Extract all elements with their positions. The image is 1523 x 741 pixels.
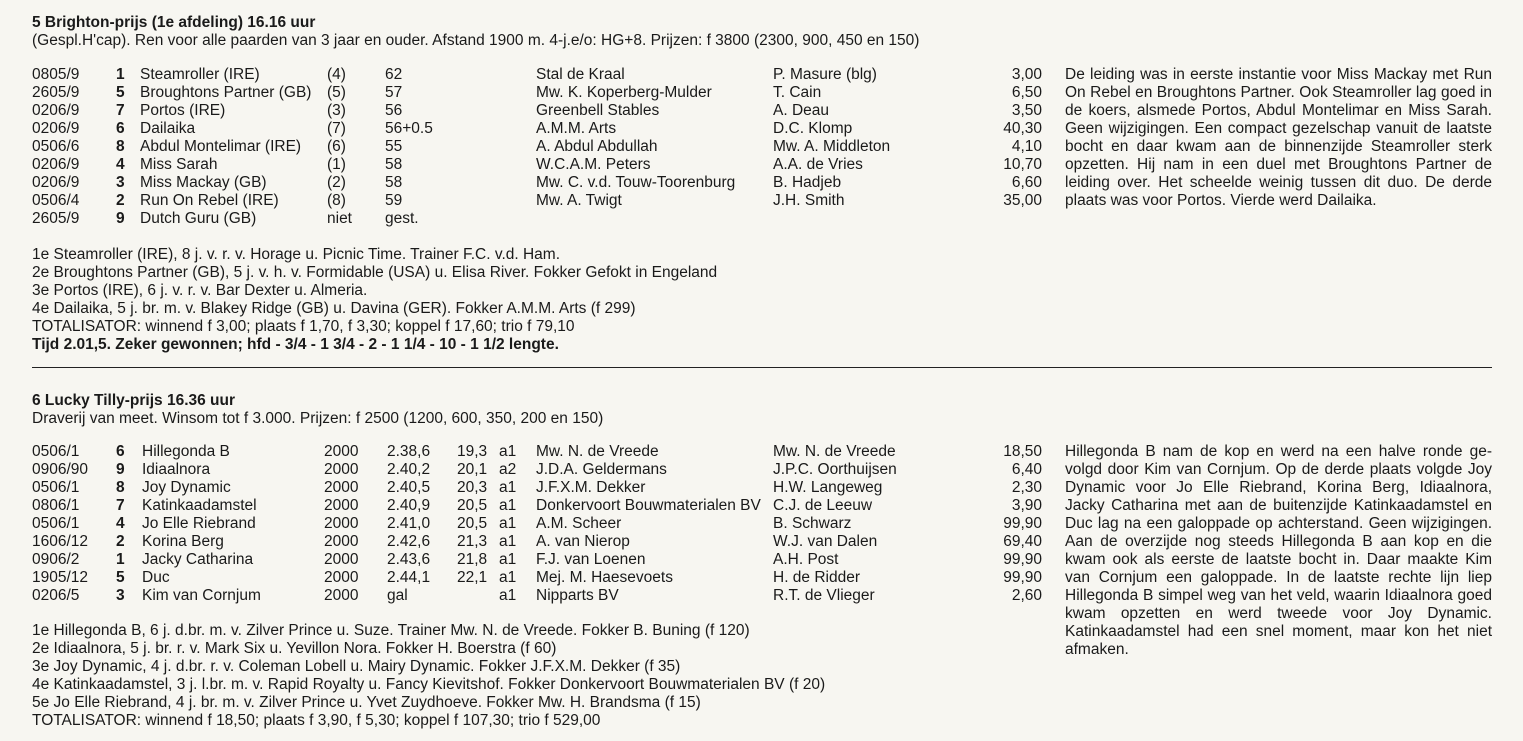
- time-cell: gal: [387, 587, 408, 604]
- form-cell: 0506/4: [32, 192, 80, 209]
- class-cell: a1: [499, 533, 517, 550]
- horse-cell: Dailaika: [140, 120, 196, 137]
- odds-cell: 40,30: [1003, 120, 1042, 137]
- weight-cell: 56+0.5: [385, 120, 433, 137]
- odds-cell: 3,50: [1011, 102, 1042, 119]
- weight-cell: 62: [385, 66, 403, 83]
- class-cell: a1: [499, 497, 517, 514]
- horse-cell: Hillegonda B: [142, 443, 230, 460]
- horse-cell: Joy Dynamic: [142, 479, 231, 496]
- horse-cell: Miss Mackay (GB): [140, 174, 267, 191]
- form-cell: 1606/12: [32, 533, 89, 550]
- odds-cell: 6,60: [1011, 174, 1042, 191]
- owner-cell: Donkervoort Bouwmaterialen BV: [536, 497, 761, 514]
- stall-cell: (1): [327, 156, 346, 173]
- number-cell: 9: [116, 210, 125, 227]
- time-line: Tijd 2.01,5. Zeker gewonnen; hfd - 3/4 - 1 3/4 - 2 - 1 1/4 - 10 - 1 1/2 lengte.: [32, 336, 559, 353]
- form-cell: 0206/9: [32, 120, 80, 137]
- table-row: [32, 587, 1042, 605]
- race-5-section: [32, 14, 1492, 353]
- placing-line: 2e Broughtons Partner (GB), 5 j. v. h. v. Formidable (USA) u. Elisa River. Fokker Gefokt in Engeland: [32, 264, 718, 281]
- owner-cell: Mw. A. Twigt: [536, 192, 622, 209]
- odds-cell: 99,90: [1003, 515, 1042, 532]
- placing-line: 3e Joy Dynamic, 4 j. d.br. r. v. Coleman Lobell u. Mairy Dynamic. Fokker J.F.X.M. Dekker (f 35): [32, 658, 681, 675]
- distance-cell: 2000: [324, 443, 359, 460]
- driver-cell: J.P.C. Oorthuijsen: [773, 461, 897, 478]
- placing-line: 5e Jo Elle Riebrand, 4 j. br. m. v. Zilver Prince u. Yvet Zuydhoeve. Fokker Mw. H. Brandsma (f 15): [32, 694, 701, 711]
- owner-cell: Mw. C. v.d. Touw-Toorenburg: [536, 174, 736, 191]
- jockey-cell: T. Cain: [773, 84, 822, 101]
- table-row: [32, 461, 1042, 479]
- weight-cell: 55: [385, 138, 403, 155]
- odds-cell: 4,10: [1011, 138, 1042, 155]
- jockey-cell: B. Hadjeb: [773, 174, 842, 191]
- time-cell: 2.40,5: [387, 479, 431, 496]
- weight-cell: 56: [385, 102, 403, 119]
- table-row: [32, 479, 1042, 497]
- horse-cell: Portos (IRE): [140, 102, 226, 119]
- horse-cell: Katinkaadamstel: [142, 497, 257, 514]
- odds-cell: 2,60: [1011, 587, 1042, 604]
- time-cell: 2.38,6: [387, 443, 431, 460]
- driver-cell: B. Schwarz: [773, 515, 852, 532]
- stall-cell: (5): [327, 84, 346, 101]
- placing-line: 1e Hillegonda B, 6 j. d.br. m. v. Zilver Prince u. Suze. Trainer Mw. N. de Vreede. Fokker B. Buning (f 120): [32, 622, 750, 639]
- owner-cell: Mw. N. de Vreede: [536, 443, 659, 460]
- distance-cell: 2000: [324, 461, 359, 478]
- class-cell: a1: [499, 443, 517, 460]
- jockey-cell: P. Masure (blg): [773, 66, 877, 83]
- km-time-cell: 20,3: [457, 479, 488, 496]
- time-cell: 2.44,1: [387, 569, 431, 586]
- table-row: [32, 569, 1042, 587]
- class-cell: a1: [499, 587, 517, 604]
- jockey-cell: A.A. de Vries: [773, 156, 863, 173]
- form-cell: 0506/1: [32, 515, 80, 532]
- driver-cell: W.J. van Dalen: [773, 533, 878, 550]
- table-row: [32, 84, 1042, 102]
- owner-cell: J.F.X.M. Dekker: [536, 479, 646, 496]
- distance-cell: 2000: [324, 569, 359, 586]
- form-cell: 0906/2: [32, 551, 80, 568]
- jockey-cell: J.H. Smith: [773, 192, 845, 209]
- race-report: De leiding was in eerste instantie voor Miss Mackay met Run On Rebel en Broughtons Partner. Ook Steamroller lag goed in de koers, alsmede Portos, Abdul Montelimar en Miss Sarah. Geen wijzigingen. Een compact gezelschap vanuit de laatste bocht en daar kwam aan de binnenzijde Steamroller sterk opzetten. Hij nam in een duel met Broughtons Partner de leiding over. Het scheelde weinig tussen dit duo. De derde plaats was voor Portos. Vierde werd Dailaika.: [1065, 66, 1492, 209]
- horse-cell: Jacky Catharina: [142, 551, 254, 568]
- odds-cell: 69,40: [1003, 533, 1042, 550]
- table-row: [32, 497, 1042, 515]
- table-row: [32, 533, 1042, 551]
- km-time-cell: 20,1: [457, 461, 488, 478]
- weight-cell: 58: [385, 174, 403, 191]
- owner-cell: J.D.A. Geldermans: [536, 461, 667, 478]
- result-table: [32, 66, 1042, 228]
- odds-cell: 18,50: [1003, 443, 1042, 460]
- km-time-cell: 20,5: [457, 497, 488, 514]
- horse-cell: Miss Sarah: [140, 156, 218, 173]
- stall-cell: niet: [327, 210, 352, 227]
- class-cell: a2: [499, 461, 517, 478]
- number-cell: 2: [116, 192, 125, 209]
- horse-cell: Abdul Montelimar (IRE): [140, 138, 302, 155]
- odds-cell: 6,50: [1011, 84, 1042, 101]
- driver-cell: Mw. N. de Vreede: [773, 443, 896, 460]
- odds-cell: 35,00: [1003, 192, 1042, 209]
- distance-cell: 2000: [324, 497, 359, 514]
- placing-line: 3e Portos (IRE), 6 j. v. r. v. Bar Dexter u. Almeria.: [32, 282, 368, 299]
- horse-cell: Dutch Guru (GB): [140, 210, 257, 227]
- odds-cell: 3,90: [1011, 497, 1042, 514]
- horse-cell: Duc: [142, 569, 170, 586]
- number-cell: 1: [116, 551, 125, 568]
- stall-cell: (4): [327, 66, 346, 83]
- jockey-cell: D.C. Klomp: [773, 120, 853, 137]
- form-cell: 0506/1: [32, 479, 80, 496]
- owner-cell: Mw. K. Koperberg-Mulder: [536, 84, 712, 101]
- form-cell: 0206/5: [32, 587, 80, 604]
- number-cell: 1: [116, 66, 125, 83]
- number-cell: 8: [116, 479, 125, 496]
- table-row: [32, 515, 1042, 533]
- driver-cell: A.H. Post: [773, 551, 839, 568]
- class-cell: a1: [499, 569, 517, 586]
- class-cell: a1: [499, 479, 517, 496]
- form-cell: 0206/9: [32, 156, 80, 173]
- weight-cell: 58: [385, 156, 403, 173]
- race-report: Hillegonda B nam de kop en werd na een halve ronde gevolgd door Kim van Cornjum. Op de derde plaats volgde Joy Dynamic voor Jo Elle Riebrand, Korina Berg, Idiaalnora, Jacky Catharina met aan de buitenzijde Katinkaadamstel en Duc lag na een galoppade op achterstand. Geen wijzigingen. Aan de overzijde nog steeds Hillegonda B aan kop en die kwam ook als eerste de laatste bocht in. Daar maakte Kim van Cornjum een galoppade. In de laatste rechte lijn liep Hillegonda B simpel weg van het veld, waarin Idiaalnora goed kwam opzetten en werd tweede voor Joy Dynamic. Katinkaadamstel had een snel moment, maar kon het niet afmaken.: [1065, 443, 1492, 658]
- odds-cell: 3,00: [1011, 66, 1042, 83]
- owner-cell: W.C.A.M. Peters: [536, 156, 651, 173]
- table-row: [32, 138, 1042, 156]
- totalisator-line: TOTALISATOR: winnend f 3,00; plaats f 1,70, f 3,30; koppel f 17,60; trio f 79,10: [32, 318, 575, 335]
- number-cell: 9: [116, 461, 125, 478]
- owner-cell: A. Abdul Abdullah: [536, 138, 658, 155]
- horse-cell: Steamroller (IRE): [140, 66, 260, 83]
- section-divider: [32, 367, 1492, 368]
- table-row: [32, 551, 1042, 569]
- stall-cell: (3): [327, 102, 346, 119]
- form-cell: 0506/1: [32, 443, 80, 460]
- weight-cell: 57: [385, 84, 403, 101]
- table-row: [32, 156, 1042, 174]
- distance-cell: 2000: [324, 533, 359, 550]
- table-row: [32, 210, 1042, 228]
- horse-cell: Korina Berg: [142, 533, 224, 550]
- time-cell: 2.41,0: [387, 515, 431, 532]
- owner-cell: F.J. van Loenen: [536, 551, 646, 568]
- table-row: [32, 174, 1042, 192]
- owner-cell: Mej. M. Haesevoets: [536, 569, 673, 586]
- number-cell: 6: [116, 120, 125, 137]
- form-cell: 0805/9: [32, 66, 80, 83]
- race-conditions: (Gespl.H'cap). Ren voor alle paarden van 3 jaar en ouder. Afstand 1900 m. 4-j.e/o: HG+8. Prijzen: f 3800 (2300, 900, 450 en 150): [32, 32, 920, 49]
- table-row: [32, 443, 1042, 461]
- horse-cell: Idiaalnora: [142, 461, 211, 478]
- driver-cell: R.T. de Vlieger: [773, 587, 875, 604]
- race-title: 5 Brighton-prijs (1e afdeling) 16.16 uur: [32, 14, 316, 31]
- km-time-cell: 21,3: [457, 533, 488, 550]
- time-cell: 2.43,6: [387, 551, 431, 568]
- placing-line: 4e Katinkaadamstel, 3 j. l.br. m. v. Rapid Royalty u. Fancy Kievitshof. Fokker Donkervoort Bouwmaterialen BV (f 20): [32, 676, 826, 693]
- number-cell: 7: [116, 497, 125, 514]
- odds-cell: 99,90: [1003, 551, 1042, 568]
- horse-cell: Run On Rebel (IRE): [140, 192, 279, 209]
- owner-cell: Nipparts BV: [536, 587, 619, 604]
- km-time-cell: 21,8: [457, 551, 488, 568]
- owner-cell: A.M. Scheer: [536, 515, 622, 532]
- placing-line: 4e Dailaika, 5 j. br. m. v. Blakey Ridge (GB) u. Davina (GER). Fokker A.M.M. Arts (f 299): [32, 300, 636, 317]
- number-cell: 6: [116, 443, 125, 460]
- number-cell: 5: [116, 569, 125, 586]
- table-row: [32, 66, 1042, 84]
- distance-cell: 2000: [324, 587, 359, 604]
- table-row: [32, 102, 1042, 120]
- form-cell: 2605/9: [32, 84, 80, 101]
- horse-cell: Jo Elle Riebrand: [142, 515, 256, 532]
- owner-cell: Stal de Kraal: [536, 66, 625, 83]
- distance-cell: 2000: [324, 479, 359, 496]
- number-cell: 3: [116, 587, 125, 604]
- driver-cell: C.J. de Leeuw: [773, 497, 873, 514]
- number-cell: 2: [116, 533, 125, 550]
- form-cell: 1905/12: [32, 569, 89, 586]
- driver-cell: H.W. Langeweg: [773, 479, 883, 496]
- km-time-cell: 19,3: [457, 443, 488, 460]
- race-6-section: [32, 392, 1492, 729]
- placing-line: 2e Idiaalnora, 5 j. br. r. v. Mark Six u. Yevillon Nora. Fokker H. Boerstra (f 60): [32, 640, 557, 657]
- form-cell: 0206/9: [32, 174, 80, 191]
- driver-cell: H. de Ridder: [773, 569, 861, 586]
- owner-cell: A. van Nierop: [536, 533, 630, 550]
- time-cell: 2.40,2: [387, 461, 431, 478]
- stall-cell: (7): [327, 120, 346, 137]
- distance-cell: 2000: [324, 551, 359, 568]
- weight-cell: 59: [385, 192, 403, 209]
- odds-cell: 2,30: [1011, 479, 1042, 496]
- horse-cell: Broughtons Partner (GB): [140, 84, 312, 101]
- form-cell: 2605/9: [32, 210, 80, 227]
- race-conditions: Draverij van meet. Winsom tot f 3.000. Prijzen: f 2500 (1200, 600, 350, 200 en 150): [32, 410, 604, 427]
- km-time-cell: 20,5: [457, 515, 488, 532]
- odds-cell: 99,90: [1003, 569, 1042, 586]
- horse-cell: Kim van Cornjum: [142, 587, 261, 604]
- stall-cell: (6): [327, 138, 346, 155]
- distance-cell: 2000: [324, 515, 359, 532]
- owner-cell: A.M.M. Arts: [536, 120, 617, 137]
- table-row: [32, 192, 1042, 210]
- jockey-cell: Mw. A. Middleton: [773, 138, 891, 155]
- race-title: 6 Lucky Tilly-prijs 16.36 uur: [32, 392, 236, 409]
- number-cell: 8: [116, 138, 125, 155]
- form-cell: 0206/9: [32, 102, 80, 119]
- class-cell: a1: [499, 515, 517, 532]
- result-table: [32, 443, 1042, 605]
- odds-cell: 6,40: [1011, 461, 1042, 478]
- jockey-cell: A. Deau: [773, 102, 830, 119]
- form-cell: 0906/90: [32, 461, 89, 478]
- number-cell: 3: [116, 174, 125, 191]
- number-cell: 5: [116, 84, 125, 101]
- placings-block: [32, 622, 1032, 730]
- owner-cell: Greenbell Stables: [536, 102, 660, 119]
- placing-line: 1e Steamroller (IRE), 8 j. v. r. v. Horage u. Picnic Time. Trainer F.C. v.d. Ham.: [32, 246, 561, 263]
- odds-cell: 10,70: [1003, 156, 1042, 173]
- table-row: [32, 120, 1042, 138]
- form-cell: 0806/1: [32, 497, 80, 514]
- form-cell: 0506/6: [32, 138, 80, 155]
- number-cell: 7: [116, 102, 125, 119]
- number-cell: 4: [116, 515, 125, 532]
- totalisator-line: TOTALISATOR: winnend f 18,50; plaats f 3,90, f 5,30; koppel f 107,30; trio f 529,00: [32, 712, 601, 729]
- class-cell: a1: [499, 551, 517, 568]
- stall-cell: (2): [327, 174, 346, 191]
- time-cell: 2.42,6: [387, 533, 431, 550]
- km-time-cell: 22,1: [457, 569, 488, 586]
- weight-cell: gest.: [385, 210, 419, 227]
- stall-cell: (8): [327, 192, 346, 209]
- number-cell: 4: [116, 156, 125, 173]
- time-cell: 2.40,9: [387, 497, 431, 514]
- placings-block: [32, 246, 1032, 354]
